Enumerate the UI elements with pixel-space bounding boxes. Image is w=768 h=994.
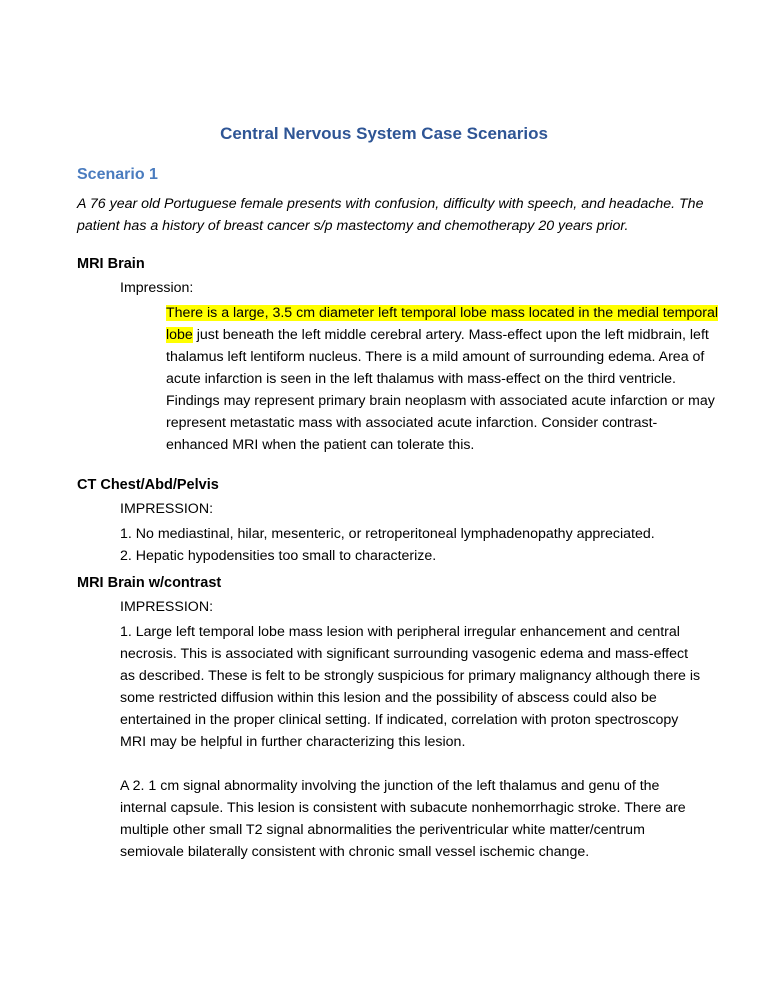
ct-impression-list (120, 523, 730, 567)
mri-brain-impression-label: Impression: (120, 280, 194, 296)
mri-contrast-impression-text (120, 621, 702, 863)
ct-impression-item: 2. Hepatic hypodensities too small to characterize. (120, 548, 437, 564)
mri-contrast-paragraph-1: 1. Large left temporal lobe mass lesion with peripheral irregular enhancement and central necrosis. This is associated with significant surrounding vasogenic edema and mass-effect as described. These is felt to be strongly suspicious for primary malignancy although there is some restricted diffusion within this lesion and the possibility of abscess could also be entertained in the proper clinical setting. If indicated, correlation with proton spectroscopy MRI may be helpful in further characterizing this lesion. (120, 624, 701, 750)
mri-brain-heading: MRI Brain (77, 256, 145, 272)
document-title: Central Nervous System Case Scenarios (220, 124, 548, 143)
ct-impression-item: 1. No mediastinal, hilar, mesenteric, or retroperitoneal lymphadenopathy appreciated. (120, 526, 655, 542)
ct-heading: CT Chest/Abd/Pelvis (77, 477, 219, 493)
mri-brain-impression-text (166, 302, 718, 456)
scenario-heading: Scenario 1 (77, 166, 158, 183)
mri-contrast-heading: MRI Brain w/contrast (77, 575, 222, 591)
highlighted-finding: There is a large, 3.5 cm diameter left temporal lobe mass located in the medial temporal lobe (166, 305, 718, 343)
scenario-intro: A 76 year old Portuguese female presents with confusion, difficulty with speech, and headache. The patient has a history of breast cancer s/p mastectomy and chemotherapy 20 years prior. (77, 196, 704, 234)
ct-impression-label: IMPRESSION: (120, 501, 214, 517)
mri-contrast-paragraph-2: A 2. 1 cm signal abnormality involving the junction of the left thalamus and genu of the internal capsule. This lesion is consistent with subacute nonhemorrhagic stroke. There are multiple other small T2 signal abnormalities the periventricular white matter/centrum semiovale bilaterally consistent with chronic small vessel ischemic change. (120, 778, 686, 860)
mri-contrast-impression-label: IMPRESSION: (120, 599, 214, 615)
mri-brain-impression-rest: just beneath the left middle cerebral artery. Mass-effect upon the left midbrain, left thalamus left lentiform nucleus. There is a mild amount of surrounding edema. Area of acute infarction is seen in the left thalamus with mass-effect on the third ventricle. Findings may represent primary brain neoplasm with associated acute infarction or may represent metastatic mass with associated acute infarction. Consider contrast-enhanced MRI when the patient can tolerate this. (166, 327, 715, 453)
